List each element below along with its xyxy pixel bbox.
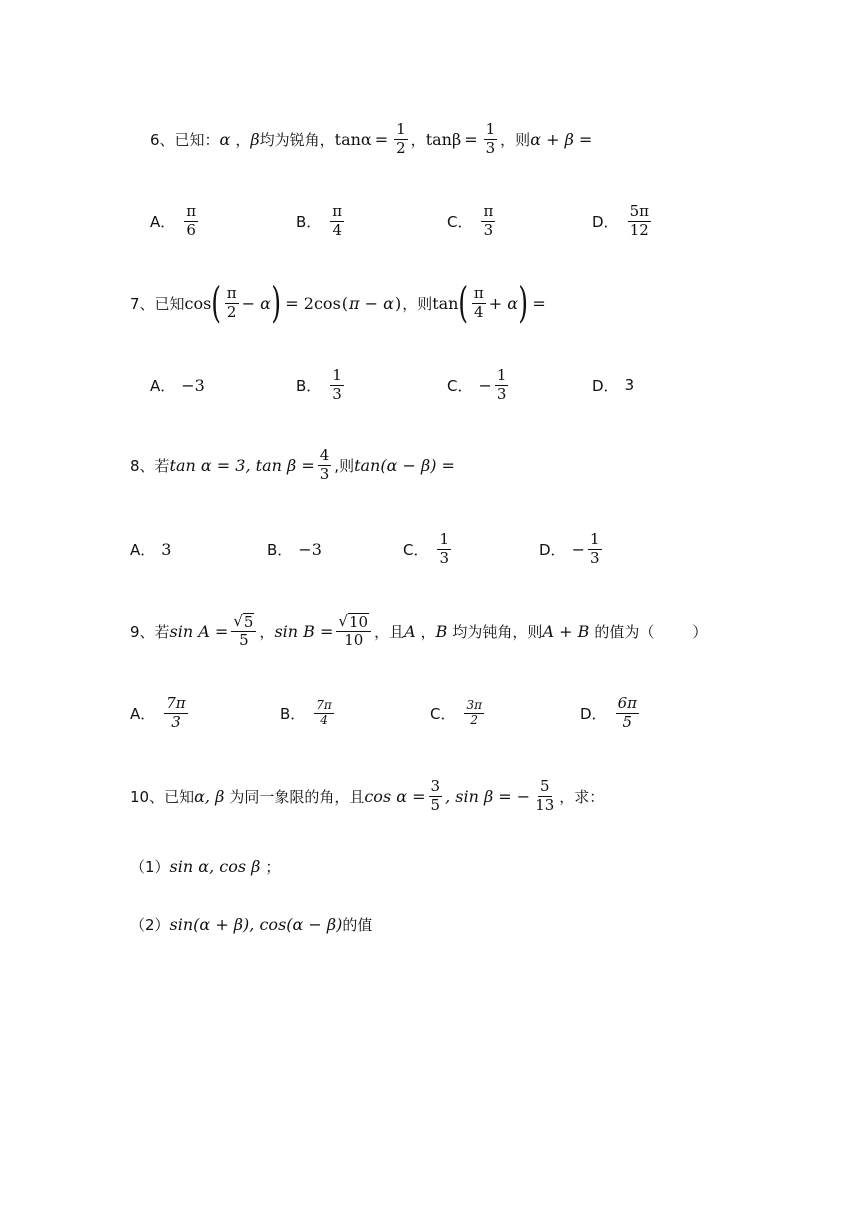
q10-text1: 为同一象限的角，且 — [229, 787, 365, 806]
q6-text: 均为锐角， — [259, 130, 335, 149]
q7-minus-alpha: − α — [241, 293, 271, 313]
q7-lparen-2: ( — [458, 278, 469, 327]
q10-part-2-expr: sin(α + β), cos(α − β) — [169, 914, 343, 934]
q7-rparen-1: ) — [271, 278, 282, 327]
q6-alpha: α — [219, 129, 231, 149]
q9-var-a: A — [404, 621, 416, 641]
q6-comma: ， — [235, 130, 251, 149]
q6-beta: β — [250, 129, 260, 149]
q6-option-d-label: D． — [592, 212, 619, 231]
q6-frac-half — [394, 121, 408, 157]
q6-label: 6、已知： — [150, 130, 220, 149]
q8-option-c[interactable] — [403, 528, 454, 570]
q10-part-2-label: （2） — [130, 915, 170, 934]
q9-option-b-label: B． — [280, 704, 306, 723]
q10-part-2 — [130, 910, 372, 938]
q7-option-c[interactable] — [447, 364, 511, 406]
q7-lparen-1: ( — [211, 278, 222, 327]
q7-rhs: = 2cos — [285, 293, 341, 313]
q8-frac — [318, 447, 332, 483]
q10-alpha-beta: α, β — [194, 786, 225, 806]
q9-label: 9、若 — [130, 622, 170, 641]
q10-sin-beta: , sin β = − — [445, 786, 531, 806]
q8-den: 3 — [319, 464, 330, 483]
q9-option-b-frac — [314, 699, 334, 728]
q9-b-den: 4 — [320, 712, 328, 727]
q7-then: ，则 — [402, 294, 433, 313]
q8-label: 8、若 — [130, 456, 170, 475]
q6-half-den: 2 — [396, 138, 406, 157]
q9-comma2: ， — [420, 622, 436, 641]
q7-option-c-frac — [495, 367, 509, 403]
q7-option-a-label: A． — [150, 376, 176, 395]
q8-option-b-value: −3 — [298, 539, 322, 559]
q6-d-num: 5π — [629, 202, 649, 221]
q7-b-num: 1 — [332, 366, 342, 385]
q10-c-num: 3 — [430, 777, 441, 796]
q6-option-b[interactable] — [296, 200, 347, 242]
q9-sqrt10: 10 — [348, 612, 369, 631]
q9-option-d[interactable] — [580, 692, 642, 734]
q9-den5: 5 — [239, 631, 249, 649]
q9-option-c[interactable] — [430, 692, 487, 734]
q7-option-d-value: 3 — [624, 376, 635, 394]
q9-c-num: 3π — [466, 697, 483, 712]
q9-option-a-label: A． — [130, 704, 156, 723]
q8-option-b-label: B． — [267, 540, 293, 559]
q8-ask: tan(α − β) = — [354, 455, 455, 475]
q7-pi2: π — [473, 284, 484, 303]
q9-sin-b: sin B = — [274, 621, 334, 641]
q6-option-c[interactable] — [447, 200, 498, 242]
q9-d-den: 5 — [622, 712, 633, 731]
q9-a-num: 7π — [166, 694, 186, 713]
q9-text3: 的值为（ — [594, 622, 655, 641]
q6-option-b-label: B． — [296, 212, 322, 231]
q7-option-b[interactable] — [296, 364, 347, 406]
q10-c-den: 5 — [430, 795, 441, 814]
q9-den10: 10 — [344, 631, 364, 649]
q9-b-num: 7π — [316, 697, 332, 712]
q7-b-den: 3 — [332, 384, 342, 403]
q8-num: 4 — [319, 446, 330, 465]
q9-frac-b — [336, 613, 371, 650]
q7-four: 4 — [474, 302, 484, 321]
q6-c-num: π — [483, 202, 494, 221]
q8-option-c-frac — [437, 531, 451, 567]
question-9 — [130, 608, 707, 654]
q10-frac-cos — [429, 778, 443, 814]
q9-close: ） — [692, 622, 708, 641]
q8-tan-expr: tan α = 3, tan β = — [169, 455, 315, 475]
q7-option-a[interactable] — [150, 364, 205, 406]
q8-d-num: 1 — [589, 530, 600, 549]
q6-c-den: 3 — [483, 220, 494, 239]
q7-label: 7、已知 — [130, 294, 185, 313]
q7-option-a-value: −3 — [181, 375, 205, 395]
q6-d-den: 12 — [629, 220, 649, 239]
q9-option-a-frac — [164, 695, 187, 731]
q7-plus-alpha: + α — [488, 293, 519, 313]
q9-option-a[interactable] — [130, 692, 191, 734]
q9-sqrt5: 5 — [243, 612, 254, 631]
q6-b-den: 4 — [332, 220, 342, 239]
q10-s-num: 5 — [539, 777, 550, 796]
q8-c-den: 3 — [439, 548, 450, 567]
q9-option-b[interactable] — [280, 692, 337, 734]
q6-tan-alpha: tanα — [334, 129, 372, 149]
q6-tan-beta: tanβ — [425, 129, 462, 149]
q9-a-den: 3 — [171, 712, 181, 731]
q8-option-b[interactable] — [267, 528, 322, 570]
q10-label: 10、已知 — [130, 787, 195, 806]
q6-third-den: 3 — [485, 138, 496, 157]
q8-option-d-frac — [588, 531, 602, 567]
q10-s-den: 13 — [535, 795, 555, 814]
q7-option-c-sign: − — [478, 375, 492, 395]
q6-option-b-frac — [330, 203, 344, 239]
q9-frac-a — [231, 613, 256, 650]
q6-option-c-label: C． — [447, 212, 473, 231]
q8-option-a-label: A． — [130, 540, 156, 559]
q7-option-c-label: C． — [447, 376, 473, 395]
q10-part-1-label: （1） — [130, 857, 170, 876]
q9-c-den: 2 — [470, 712, 479, 727]
q6-option-a-label: A． — [150, 212, 176, 231]
q9-option-d-frac — [616, 695, 639, 731]
q10-cos-alpha: cos α = — [364, 786, 426, 806]
q9-option-c-label: C． — [430, 704, 456, 723]
q9-sum: A + B — [542, 621, 590, 641]
q6-a-num: π — [186, 202, 197, 221]
q9-frac-b-num: √ 10 — [336, 613, 371, 632]
q7-pi1: π — [226, 284, 237, 303]
q8-c-num: 1 — [439, 530, 450, 549]
q8-option-c-label: C． — [403, 540, 429, 559]
question-8 — [130, 444, 455, 486]
q7-c-num: 1 — [496, 366, 507, 385]
q9-option-c-frac — [464, 699, 484, 728]
q8-option-d-sign: − — [571, 539, 585, 559]
q9-sin-a: sin A = — [169, 621, 229, 641]
q6-comma2: ， — [410, 130, 426, 149]
q6-ask: α + β = — [530, 129, 593, 149]
q6-third-num: 1 — [485, 120, 496, 139]
q7-inner: π − α — [349, 293, 394, 313]
q7-two: 2 — [226, 302, 237, 321]
question-10 — [130, 774, 604, 818]
q8-option-d[interactable] — [539, 528, 605, 570]
q6-eq2: = — [464, 129, 478, 149]
q7-c-den: 3 — [496, 384, 507, 403]
q7-frac-pi-2 — [225, 285, 239, 321]
q10-part-1 — [130, 852, 280, 880]
q6-half-num: 1 — [396, 120, 406, 139]
q6-then: ，则 — [500, 130, 531, 149]
q6-option-a-frac — [184, 203, 198, 239]
q7-tan: tan — [432, 293, 459, 313]
q8-d-den: 3 — [589, 548, 600, 567]
q6-frac-third — [484, 121, 498, 157]
q6-eq1: = — [374, 129, 389, 149]
q6-option-a[interactable] — [150, 200, 201, 242]
q10-part-1-end: ； — [265, 857, 281, 876]
q9-text1: ，且 — [374, 622, 405, 641]
q7-option-d[interactable] — [592, 364, 634, 406]
q6-option-d-frac — [628, 203, 651, 239]
q7-cos: cos — [184, 293, 212, 313]
q10-part-2-end: 的值 — [342, 915, 373, 934]
q7-option-b-frac — [330, 367, 344, 403]
q10-text2: ，求： — [559, 787, 605, 806]
q6-option-c-frac — [481, 203, 495, 239]
q9-option-d-label: D． — [580, 704, 607, 723]
q9-text2: 均为钝角，则 — [452, 622, 543, 641]
q8-then: ,则 — [334, 456, 355, 475]
q9-d-num: 6π — [617, 694, 637, 713]
q7-rparen-2: ) — [518, 278, 529, 327]
q6-a-den: 6 — [186, 220, 196, 239]
q7-option-d-label: D． — [592, 376, 619, 395]
q9-frac-a-num: √ 5 — [231, 613, 256, 632]
question-7: 7、已知 cos ( $\frac{\pi}{2}$ − α ) = 2cos ( π − α ) ，则 tan ( $\frac{\pi}{4}$ + α ) = — [130, 278, 546, 327]
q6-option-d[interactable] — [592, 200, 654, 242]
q10-frac-sin — [533, 778, 556, 814]
q7-frac-pi-4 — [472, 285, 486, 321]
q9-comma: ， — [259, 622, 275, 641]
question-6 — [150, 118, 592, 160]
q8-option-a-value: 3 — [161, 539, 172, 559]
q6-b-num: π — [332, 202, 343, 221]
q8-option-a[interactable] — [130, 528, 171, 570]
q9-var-b: B — [435, 621, 448, 641]
q7-option-b-label: B． — [296, 376, 322, 395]
q8-option-d-label: D． — [539, 540, 566, 559]
q7-eq: = — [532, 293, 546, 313]
q10-part-1-expr: sin α, cos β — [169, 856, 261, 876]
